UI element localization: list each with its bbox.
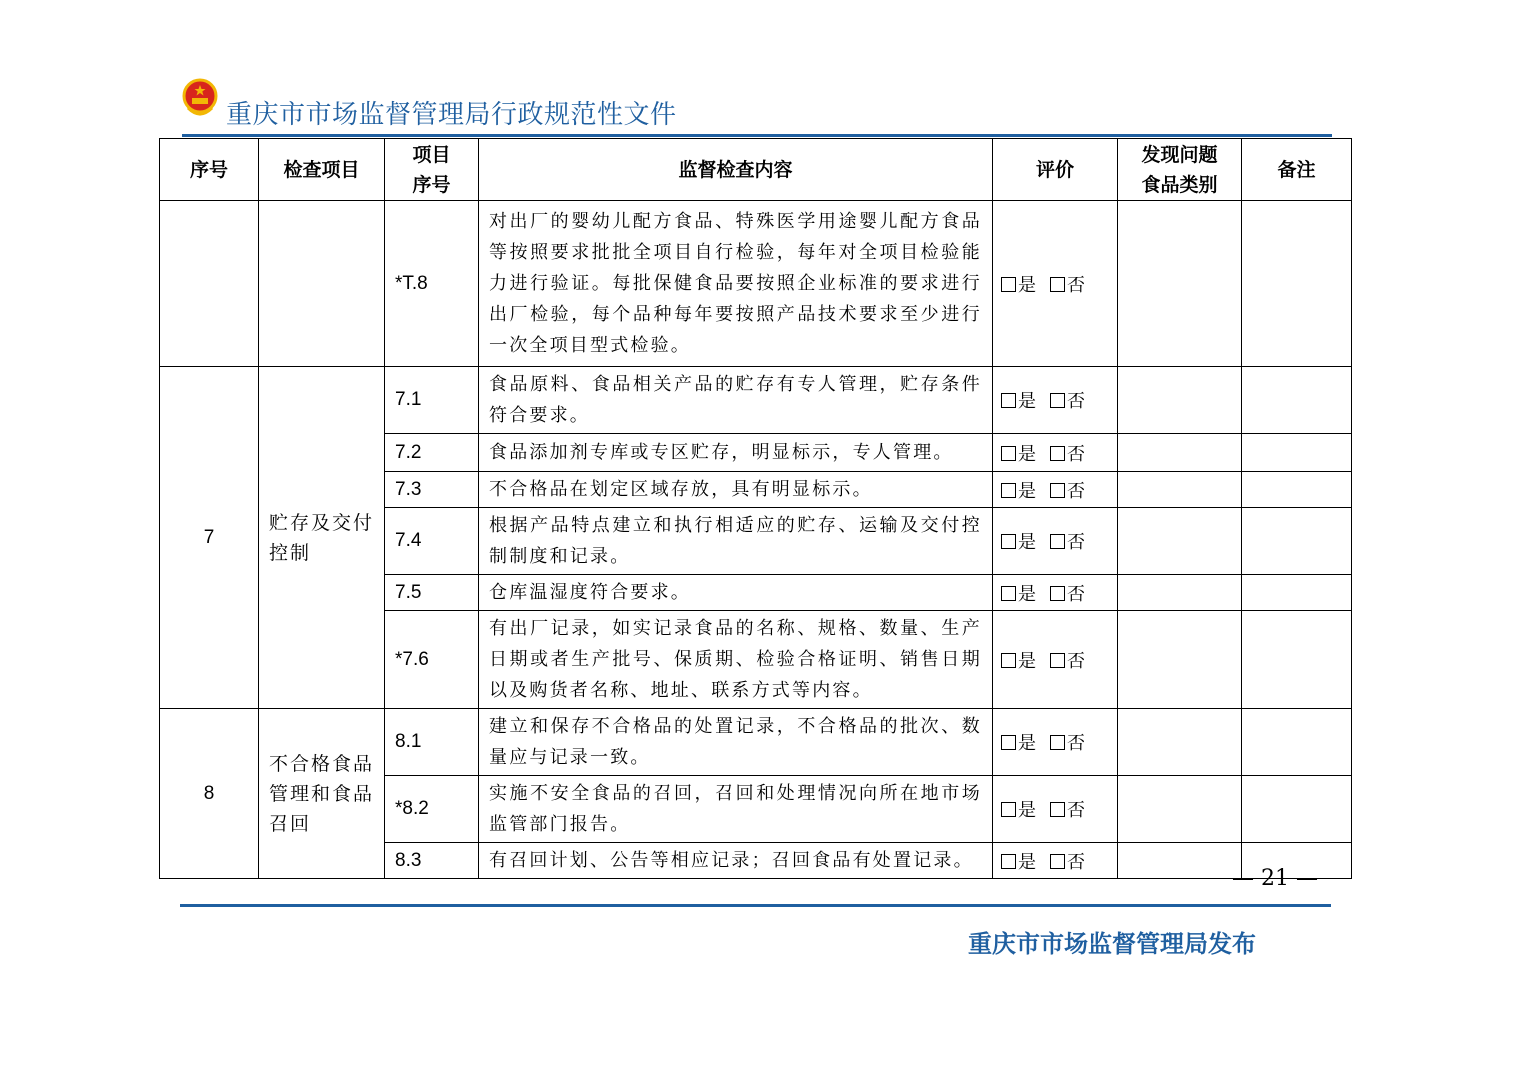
no-label: 否 [1067,443,1085,465]
yes-label: 是 [1018,851,1036,873]
item-code: 7.3 [385,472,479,508]
inspection-content: 不合格品在划定区域存放，具有明显标示。 [479,472,993,508]
table-header-row [160,139,1352,201]
national-emblem-icon [182,78,218,118]
no-option[interactable] [1050,584,1085,605]
group-item: 不合格食品管理和食品召回 [259,709,385,879]
remark-cell [1242,709,1352,776]
evaluation-cell [993,611,1118,709]
checkbox-icon[interactable] [1001,277,1016,292]
yes-label: 是 [1018,650,1036,672]
evaluation-cell [993,472,1118,508]
item-code: *8.2 [385,776,479,843]
food-category-cell [1118,367,1242,434]
item-code: 7.2 [385,434,479,472]
checkbox-icon[interactable] [1001,534,1016,549]
no-option[interactable] [1050,651,1085,672]
checkbox-icon[interactable] [1050,802,1065,817]
no-option[interactable] [1050,800,1085,821]
header-divider [182,134,1332,137]
remark-cell [1242,508,1352,575]
header-category: 发现问题 食品类别 [1118,139,1242,201]
checkbox-icon[interactable] [1050,393,1065,408]
yes-option[interactable] [1001,733,1036,754]
food-category-cell [1118,472,1242,508]
group-seq [160,201,259,367]
yes-option[interactable] [1001,391,1036,412]
checkbox-icon[interactable] [1001,483,1016,498]
inspection-content: 食品添加剂专库或专区贮存，明显标示，专人管理。 [479,434,993,472]
checkbox-icon[interactable] [1050,735,1065,750]
footer-publisher: 重庆市市场监督管理局发布 [968,930,1256,958]
inspection-table [159,138,1352,879]
evaluation-cell [993,776,1118,843]
remark-cell [1242,776,1352,843]
checkbox-icon[interactable] [1050,483,1065,498]
item-code: 8.1 [385,709,479,776]
food-category-cell [1118,201,1242,367]
inspection-content: 食品原料、食品相关产品的贮存有专人管理，贮存条件符合要求。 [479,367,993,434]
group-item [259,201,385,367]
header-code: 项目 序号 [385,139,479,201]
inspection-content: 实施不安全食品的召回，召回和处理情况向所在地市场监管部门报告。 [479,776,993,843]
yes-option[interactable] [1001,481,1036,502]
yes-option[interactable] [1001,532,1036,553]
evaluation-cell [993,434,1118,472]
no-label: 否 [1067,480,1085,502]
header-content: 监督检查内容 [479,139,993,201]
yes-label: 是 [1018,274,1036,296]
page-number: — 21 — [1232,866,1318,891]
inspection-content: 根据产品特点建立和执行相适应的贮存、运输及交付控制制度和记录。 [479,508,993,575]
no-option[interactable] [1050,444,1085,465]
food-category-cell [1118,611,1242,709]
no-label: 否 [1067,851,1085,873]
yes-option[interactable] [1001,275,1036,296]
checkbox-icon[interactable] [1001,802,1016,817]
evaluation-cell [993,575,1118,611]
item-code: 7.1 [385,367,479,434]
no-label: 否 [1067,532,1085,553]
checkbox-icon[interactable] [1001,586,1016,601]
item-code: *T.8 [385,201,479,367]
food-category-cell [1118,776,1242,843]
yes-option[interactable] [1001,444,1036,465]
food-category-cell [1118,434,1242,472]
remark-cell [1242,434,1352,472]
group-seq: 7 [160,367,259,709]
checkbox-icon[interactable] [1050,586,1065,601]
checkbox-icon[interactable] [1001,393,1016,408]
table-row [160,201,1352,367]
header-item: 检查项目 [259,139,385,201]
evaluation-cell [993,843,1118,879]
checkbox-icon[interactable] [1001,854,1016,869]
no-label: 否 [1067,650,1085,672]
checkbox-icon[interactable] [1001,735,1016,750]
yes-label: 是 [1018,391,1036,412]
inspection-content: 建立和保存不合格品的处置记录，不合格品的批次、数量应与记录一致。 [479,709,993,776]
food-category-cell [1118,709,1242,776]
inspection-content: 有召回计划、公告等相应记录；召回食品有处置记录。 [479,843,993,879]
inspection-content: 有出厂记录，如实记录食品的名称、规格、数量、生产日期或者生产批号、保质期、检验合格证明、销售日期以及购货者名称、地址、联系方式等内容。 [479,611,993,709]
header-remark: 备注 [1242,139,1352,201]
no-label: 否 [1067,391,1085,412]
yes-label: 是 [1018,532,1036,553]
footer-divider [180,904,1331,907]
checkbox-icon[interactable] [1050,277,1065,292]
no-option[interactable] [1050,391,1085,412]
yes-label: 是 [1018,443,1036,465]
checkbox-icon[interactable] [1001,446,1016,461]
evaluation-cell [993,367,1118,434]
no-label: 否 [1067,583,1085,605]
item-code: *7.6 [385,611,479,709]
item-code: 7.4 [385,508,479,575]
remark-cell [1242,472,1352,508]
item-code: 8.3 [385,843,479,879]
no-label: 否 [1067,800,1085,821]
checkbox-icon[interactable] [1050,854,1065,869]
no-option[interactable] [1050,275,1085,296]
group-item: 贮存及交付控制 [259,367,385,709]
yes-option[interactable] [1001,651,1036,672]
checkbox-icon[interactable] [1050,446,1065,461]
evaluation-cell [993,709,1118,776]
checkbox-icon[interactable] [1050,534,1065,549]
yes-option[interactable] [1001,852,1036,873]
inspection-content: 仓库温湿度符合要求。 [479,575,993,611]
group-seq: 8 [160,709,259,879]
table-row [160,709,1352,776]
table-body [160,201,1352,879]
food-category-cell [1118,575,1242,611]
food-category-cell [1118,508,1242,575]
yes-option[interactable] [1001,584,1036,605]
no-label: 否 [1067,274,1085,296]
remark-cell [1242,367,1352,434]
no-option[interactable] [1050,733,1085,754]
no-option[interactable] [1050,481,1085,502]
remark-cell [1242,575,1352,611]
checkbox-icon[interactable] [1001,653,1016,668]
header-eval: 评价 [993,139,1118,201]
header-seq: 序号 [160,139,259,201]
yes-option[interactable] [1001,800,1036,821]
item-code: 7.5 [385,575,479,611]
yes-label: 是 [1018,583,1036,605]
header-title: 重庆市市场监督管理局行政规范性文件 [226,100,677,130]
evaluation-cell [993,508,1118,575]
yes-label: 是 [1018,733,1036,754]
remark-cell [1242,611,1352,709]
no-label: 否 [1067,733,1085,754]
evaluation-cell [993,201,1118,367]
food-category-cell [1118,843,1242,879]
no-option[interactable] [1050,532,1085,553]
table-row [160,367,1352,434]
checkbox-icon[interactable] [1050,653,1065,668]
yes-label: 是 [1018,800,1036,821]
no-option[interactable] [1050,852,1085,873]
inspection-content: 对出厂的婴幼儿配方食品、特殊医学用途婴儿配方食品等按照要求批批全项目自行检验，每年对全项目检验能力进行验证。每批保健食品要按照企业标准的要求进行出厂检验，每个品种每年要按照产品技术要求至少进行一次全项目型式检验。 [479,201,993,367]
yes-label: 是 [1018,480,1036,502]
document-header [182,78,1332,140]
remark-cell [1242,201,1352,367]
